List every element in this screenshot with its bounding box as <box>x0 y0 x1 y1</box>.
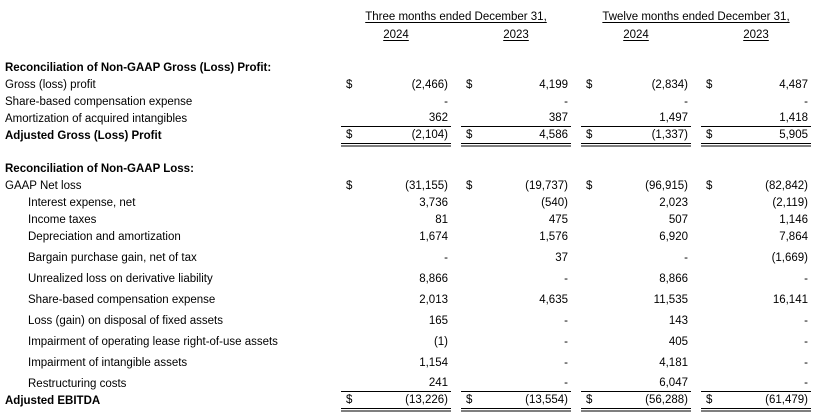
cell-value: (540) <box>541 197 568 209</box>
header-spacer <box>5 22 331 24</box>
value-cell <box>461 245 571 266</box>
cell-value: - <box>444 252 448 264</box>
value-cell <box>461 329 571 350</box>
row-label: Loss (gain) on disposal of fixed assets <box>28 315 223 327</box>
cell-value: 1,497 <box>659 112 688 124</box>
cell-value: (1) <box>433 336 448 348</box>
table-row <box>5 308 825 329</box>
cell-value: - <box>684 252 688 264</box>
value-cell <box>581 211 691 228</box>
year-header-row <box>5 24 825 43</box>
table-row <box>5 127 825 144</box>
row-label: Gross (loss) profit <box>5 79 96 91</box>
cell-value: - <box>684 96 688 108</box>
table-row <box>5 110 825 127</box>
cell-value: - <box>804 377 808 389</box>
cell-value: 4,181 <box>659 357 688 369</box>
value-cell <box>341 127 451 144</box>
period-group-header-row <box>5 6 825 24</box>
value-cell <box>461 228 571 245</box>
cell-value: 405 <box>668 336 688 348</box>
cell-value: (61,479) <box>765 394 808 406</box>
value-cell <box>581 194 691 211</box>
value-cell <box>461 371 571 392</box>
header-spacer <box>5 41 331 43</box>
cell-value: (31,155) <box>405 180 448 192</box>
section-title: Reconciliation of Non-GAAP Gross (Loss) Profit: <box>5 62 272 74</box>
cell-value: 475 <box>548 214 568 226</box>
value-cell <box>701 110 811 127</box>
row-label: Share-based compensation expense <box>28 294 216 306</box>
section-2 <box>5 160 825 409</box>
year-header-12mo-2023: 2023 <box>743 29 769 41</box>
cell-value: (13,226) <box>405 394 448 406</box>
value-cell <box>701 76 811 93</box>
value-cell <box>461 287 571 308</box>
cell-value: 1,154 <box>419 357 448 369</box>
value-cell <box>341 76 451 93</box>
value-cell <box>581 110 691 127</box>
value-cell <box>341 392 451 409</box>
value-cell <box>701 93 811 110</box>
table-row <box>5 194 825 211</box>
value-cell <box>701 392 811 409</box>
row-label: Impairment of intangible assets <box>28 357 188 369</box>
table-row <box>5 93 825 110</box>
cell-value: 2,023 <box>659 197 688 209</box>
value-cell <box>461 127 571 144</box>
table-row <box>5 350 825 371</box>
cell-value: 11,535 <box>653 294 688 306</box>
cell-value: - <box>804 273 808 285</box>
table-row <box>5 76 825 93</box>
cell-value: 1,146 <box>779 214 808 226</box>
dollar-sign: $ <box>586 129 593 141</box>
value-cell <box>581 228 691 245</box>
value-cell <box>701 245 811 266</box>
cell-value: 81 <box>435 214 448 226</box>
cell-value: (96,915) <box>645 180 688 192</box>
cell-value: 8,866 <box>419 273 448 285</box>
table-body <box>5 59 825 409</box>
cell-value: (82,842) <box>765 180 808 192</box>
cell-value: (2,104) <box>411 129 448 141</box>
value-cell <box>461 392 571 409</box>
value-cell <box>701 266 811 287</box>
value-cell <box>461 308 571 329</box>
cell-value: (2,466) <box>411 79 448 91</box>
cell-value: 4,635 <box>539 294 568 306</box>
period-group-twelve-months: Twelve months ended December 31, <box>602 11 790 23</box>
row-label: GAAP Net loss <box>5 180 82 192</box>
value-cell <box>581 93 691 110</box>
section-title: Reconciliation of Non-GAAP Loss: <box>5 163 194 175</box>
cell-value: (2,834) <box>651 79 688 91</box>
cell-value: (56,288) <box>645 394 688 406</box>
value-cell <box>461 350 571 371</box>
cell-value: 1,418 <box>779 112 808 124</box>
section-title-row <box>5 160 825 177</box>
value-cell <box>581 127 691 144</box>
value-cell <box>701 287 811 308</box>
cell-value: - <box>564 273 568 285</box>
table-row <box>5 287 825 308</box>
cell-value: - <box>804 96 808 108</box>
cell-value: 143 <box>668 315 688 327</box>
dollar-sign: $ <box>706 180 713 192</box>
cell-value: 387 <box>548 112 568 124</box>
cell-value: 6,047 <box>659 377 688 389</box>
dollar-sign: $ <box>346 79 353 91</box>
cell-value: - <box>564 357 568 369</box>
dollar-sign: $ <box>586 394 593 406</box>
table-row <box>5 177 825 194</box>
cell-value: (13,554) <box>525 394 568 406</box>
value-cell <box>341 211 451 228</box>
value-cell <box>701 371 811 392</box>
value-cell <box>461 177 571 194</box>
year-header-3mo-2023: 2023 <box>503 29 529 41</box>
cell-value: (1,337) <box>651 129 688 141</box>
table-row <box>5 266 825 287</box>
value-cell <box>581 308 691 329</box>
year-header-12mo-2024: 2024 <box>623 29 649 41</box>
section-title-row <box>5 59 825 76</box>
value-cell <box>341 177 451 194</box>
row-label: Income taxes <box>28 214 97 226</box>
value-cell <box>701 127 811 144</box>
cell-value: - <box>564 377 568 389</box>
value-cell <box>581 76 691 93</box>
value-cell <box>461 211 571 228</box>
cell-value: (2,119) <box>772 197 808 209</box>
cell-value: 2,013 <box>419 294 448 306</box>
row-label: Amortization of acquired intangibles <box>5 113 188 125</box>
value-cell <box>341 93 451 110</box>
cell-value: 241 <box>428 377 448 389</box>
value-cell <box>581 287 691 308</box>
dollar-sign: $ <box>706 129 713 141</box>
value-cell <box>341 350 451 371</box>
cell-value: 165 <box>428 315 448 327</box>
value-cell <box>341 308 451 329</box>
value-cell <box>341 329 451 350</box>
cell-value: (19,737) <box>525 180 568 192</box>
dollar-sign: $ <box>466 180 473 192</box>
cell-value: 4,199 <box>539 79 568 91</box>
value-cell <box>341 245 451 266</box>
dollar-sign: $ <box>346 394 353 406</box>
cell-value: 507 <box>668 214 688 226</box>
table-row <box>5 329 825 350</box>
value-cell <box>341 371 451 392</box>
value-cell <box>581 177 691 194</box>
dollar-sign: $ <box>586 180 593 192</box>
cell-value: - <box>804 336 808 348</box>
value-cell <box>341 110 451 127</box>
value-cell <box>581 245 691 266</box>
year-header-3mo-2024: 2024 <box>383 29 409 41</box>
row-label: Adjusted EBITDA <box>5 395 101 407</box>
cell-value: 1,576 <box>539 231 568 243</box>
dollar-sign: $ <box>466 394 473 406</box>
dollar-sign: $ <box>466 129 473 141</box>
value-cell <box>701 329 811 350</box>
value-cell <box>461 93 571 110</box>
dollar-sign: $ <box>346 180 353 192</box>
row-label: Interest expense, net <box>28 197 136 209</box>
value-cell <box>701 211 811 228</box>
row-label: Unrealized loss on derivative liability <box>28 273 213 285</box>
row-label: Depreciation and amortization <box>28 231 181 243</box>
value-cell <box>341 228 451 245</box>
table-row <box>5 392 825 409</box>
value-cell <box>341 194 451 211</box>
value-cell <box>581 392 691 409</box>
cell-value: 3,736 <box>419 197 448 209</box>
value-cell <box>581 266 691 287</box>
dollar-sign: $ <box>706 394 713 406</box>
value-cell <box>701 228 811 245</box>
value-cell <box>461 110 571 127</box>
cell-value: 1,674 <box>419 231 448 243</box>
value-cell <box>341 266 451 287</box>
cell-value: - <box>564 96 568 108</box>
cell-value: 4,586 <box>539 129 568 141</box>
dollar-sign: $ <box>346 129 353 141</box>
cell-value: 7,864 <box>779 231 808 243</box>
value-cell <box>581 350 691 371</box>
value-cell <box>581 329 691 350</box>
row-label: Share-based compensation expense <box>5 96 193 108</box>
dollar-sign: $ <box>706 79 713 91</box>
row-label: Impairment of operating lease right-of-use assets <box>28 336 278 348</box>
table-row <box>5 211 825 228</box>
value-cell <box>461 76 571 93</box>
value-cell <box>461 266 571 287</box>
cell-value: 16,141 <box>772 294 808 306</box>
cell-value: - <box>564 315 568 327</box>
value-cell <box>701 177 811 194</box>
cell-value: 37 <box>555 252 568 264</box>
row-label: Adjusted Gross (Loss) Profit <box>5 130 162 142</box>
table-row <box>5 228 825 245</box>
value-cell <box>701 350 811 371</box>
row-label: Restructuring costs <box>28 378 127 390</box>
section-1 <box>5 59 825 144</box>
value-cell <box>701 308 811 329</box>
cell-value: 4,487 <box>779 79 808 91</box>
cell-value: - <box>564 336 568 348</box>
table-row <box>5 371 825 392</box>
period-group-three-months: Three months ended December 31, <box>365 11 547 23</box>
cell-value: - <box>804 357 808 369</box>
cell-value: 362 <box>428 112 448 124</box>
cell-value: 5,905 <box>779 129 808 141</box>
cell-value: 8,866 <box>659 273 688 285</box>
cell-value: - <box>804 315 808 327</box>
cell-value: 6,920 <box>659 231 688 243</box>
value-cell <box>341 287 451 308</box>
cell-value: - <box>444 96 448 108</box>
value-cell <box>461 194 571 211</box>
value-cell <box>581 371 691 392</box>
dollar-sign: $ <box>466 79 473 91</box>
cell-value: (1,669) <box>771 252 808 264</box>
value-cell <box>701 194 811 211</box>
row-label: Bargain purchase gain, net of tax <box>28 252 197 264</box>
dollar-sign: $ <box>586 79 593 91</box>
table-row <box>5 245 825 266</box>
